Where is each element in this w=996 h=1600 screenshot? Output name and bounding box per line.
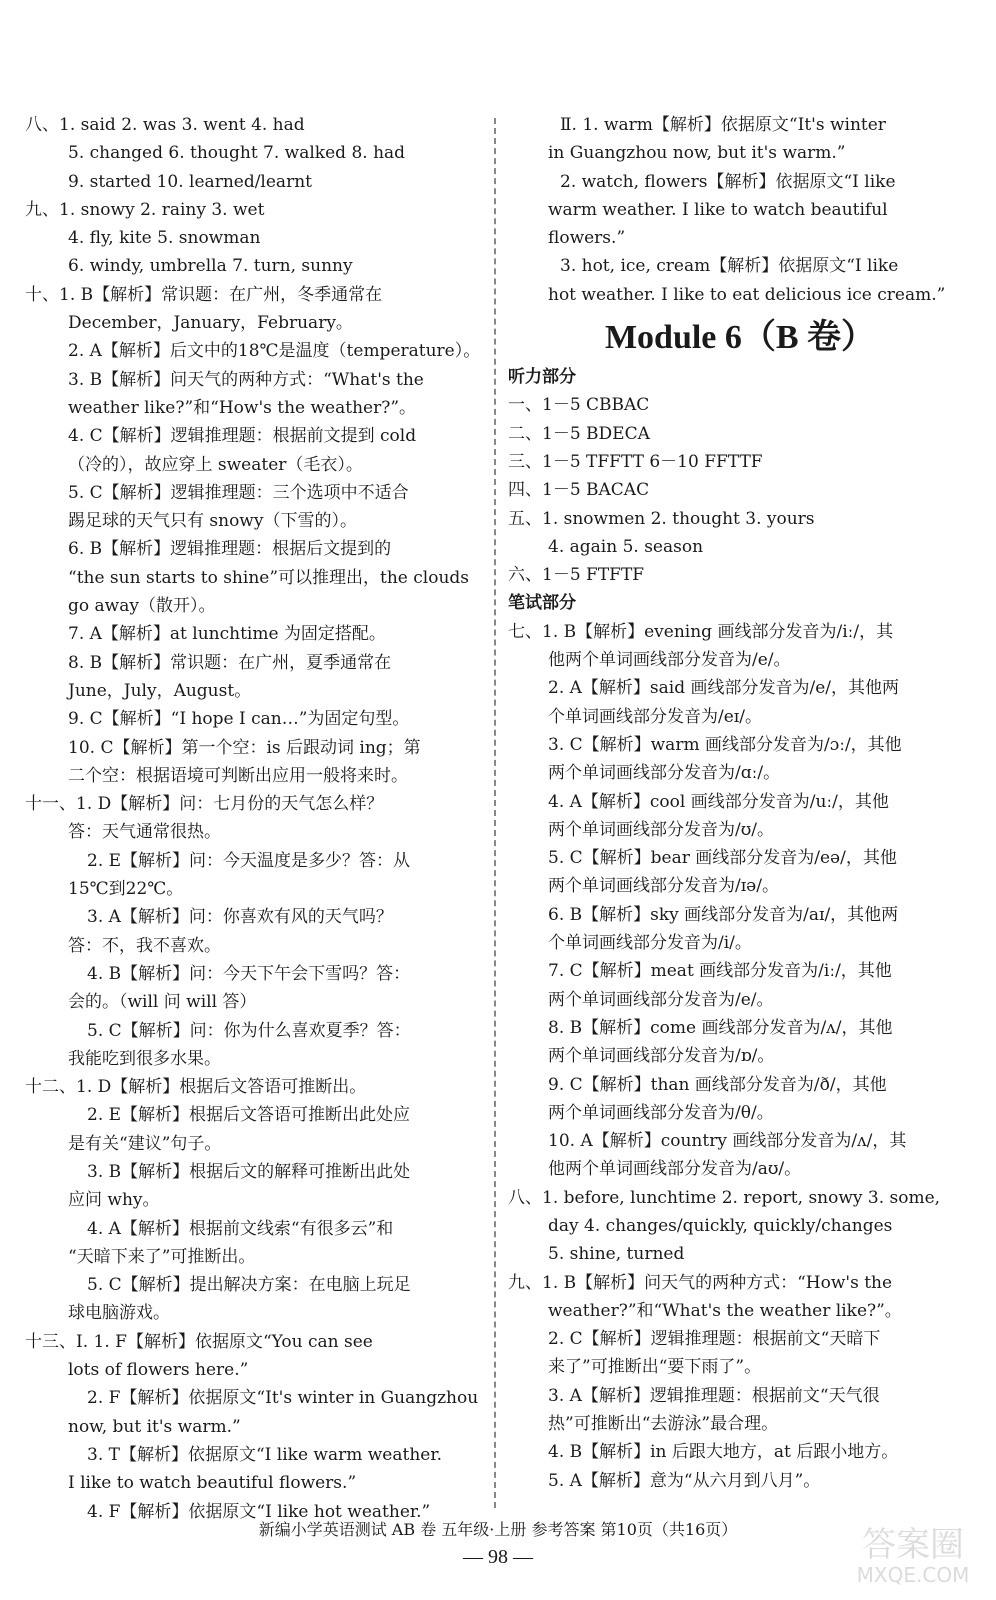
- right-top-answers: [508, 111, 972, 309]
- answer-line: 4. C【解析】逻辑推理题：根据前文提到 cold: [68, 426, 417, 447]
- answer-line: 4. B【解析】in 后跟大地方，at 后跟小地方。: [548, 1442, 899, 1463]
- right-column: [508, 111, 972, 1495]
- answer-line: 十、1. B【解析】常识题：在广州，冬季通常在: [25, 284, 383, 305]
- answer-line: 答：天气通常很热。: [68, 822, 221, 843]
- answer-line: 6. windy, umbrella 7. turn, sunny: [68, 256, 353, 277]
- answer-line: weather?”和“What's the weather like?”。: [548, 1300, 902, 1321]
- answer-line: day 4. changes/quickly, quickly/changes: [548, 1215, 893, 1236]
- module-heading: Module 6（B 卷）: [604, 319, 876, 357]
- answer-line: 十一、1. D【解析】问：七月份的天气怎么样？: [25, 794, 384, 815]
- answer-line: 二、1－5 BDECA: [508, 423, 650, 444]
- answer-line: 九、1. snowy 2. rainy 3. wet: [25, 199, 265, 220]
- answer-line: 球电脑游戏。: [68, 1303, 170, 1324]
- answer-line: 九、1. B【解析】问天气的两种方式：“How's the: [508, 1272, 893, 1293]
- answer-line: 10. A【解析】country 画线部分发音为/ʌ/，其: [548, 1131, 907, 1152]
- answer-line: 2. A【解析】said 画线部分发音为/e/，其他两: [548, 678, 899, 699]
- answer-line: 9. C【解析】“I hope I can…”为固定句型。: [68, 709, 410, 730]
- answer-line: 5. A【解析】意为“从六月到八月”。: [548, 1470, 821, 1491]
- answer-line: 应问 why。: [68, 1190, 160, 1211]
- answer-line: 3. B【解析】问天气的两种方式：“What's the: [68, 369, 424, 390]
- answer-line: 4. B【解析】问：今天下午会下雪吗？答：: [87, 963, 411, 984]
- answer-line: “the sun starts to shine”可以推理出，the clouds: [68, 567, 470, 588]
- answer-line: 9. C【解析】than 画线部分发音为/ð/，其他: [548, 1074, 887, 1095]
- answer-line: 6. B【解析】sky 画线部分发音为/aɪ/，其他两: [548, 904, 899, 925]
- page-footer: 新编小学英语测试 AB 卷 五年级·上册 参考答案 第10页（共16页）: [258, 1520, 738, 1539]
- answer-line: 5. shine, turned: [548, 1244, 685, 1265]
- answer-line: 2. E【解析】根据后文答语可推断出此处应: [87, 1105, 411, 1126]
- answer-line: 4. A【解析】cool 画线部分发音为/uː/，其他: [548, 791, 889, 812]
- answer-line: 两个单词画线部分发音为/ɒ/。: [548, 1046, 775, 1067]
- answer-line: 十三、Ⅰ. 1. F【解析】依据原文“You can see: [25, 1331, 373, 1352]
- answer-line: 两个单词画线部分发音为/ʊ/。: [548, 819, 774, 840]
- page-number: — 98 —: [463, 1546, 533, 1568]
- answer-line: 9. started 10. learned/learnt: [68, 171, 312, 192]
- answer-line: 一、1－5 CBBAC: [508, 395, 650, 416]
- answer-line: December，January，February。: [68, 313, 353, 334]
- answer-line: 是有关“建议”句子。: [68, 1133, 222, 1154]
- answer-line: 三、1－5 TFFTT 6－10 FFTTF: [508, 451, 763, 472]
- answer-line: 7. C【解析】meat 画线部分发音为/iː/，其他: [548, 961, 892, 982]
- answer-line: 2. F【解析】依据原文“It's winter in Guangzhou: [87, 1388, 479, 1409]
- answer-line: 他两个单词画线部分发音为/aʊ/。: [548, 1159, 802, 1180]
- answer-line: 个单词画线部分发音为/eɪ/。: [548, 706, 762, 727]
- answer-line: 七、1. B【解析】evening 画线部分发音为/iː/，其: [508, 621, 894, 642]
- answer-line: 5. changed 6. thought 7. walked 8. had: [68, 143, 406, 164]
- column-divider: [494, 118, 496, 1508]
- watermark-domain: MXQE.COM: [856, 1563, 970, 1587]
- answer-line: 4. again 5. season: [548, 536, 704, 557]
- answer-line: 二个空：根据语境可判断出应用一般将来时。: [68, 765, 408, 786]
- answer-line: in Guangzhou now, but it's warm.”: [548, 143, 846, 164]
- answer-line: 5. C【解析】逻辑推理题：三个选项中不适合: [68, 482, 409, 503]
- answer-line: 10. C【解析】第一个空：is 后跟动词 ing；第: [68, 737, 421, 758]
- answer-line: 3. T【解析】依据原文“I like warm weather.: [87, 1444, 442, 1465]
- answer-line: warm weather. I like to watch beautiful: [548, 199, 888, 220]
- answer-line: 八、1. before, lunchtime 2. report, snowy 3. some,: [508, 1187, 941, 1208]
- answer-line: 3. hot, ice, cream【解析】依据原文“I like: [560, 256, 899, 277]
- answer-line: 个单词画线部分发音为/i/。: [548, 933, 752, 954]
- answer-line: go away（散开）。: [68, 596, 216, 617]
- answer-line: 两个单词画线部分发音为/ɪə/。: [548, 876, 779, 897]
- answer-line: 3. B【解析】根据后文的解释可推断出此处: [87, 1161, 411, 1182]
- answer-line: 他两个单词画线部分发音为/e/。: [548, 650, 791, 671]
- answer-line: 2. E【解析】问：今天温度是多少？答：从: [87, 850, 411, 871]
- answer-line: 3. C【解析】warm 画线部分发音为/ɔː/，其他: [548, 734, 902, 755]
- watermark-logo: [848, 1516, 978, 1590]
- answer-line: 5. C【解析】问：你为什么喜欢夏季？答：: [87, 1020, 411, 1041]
- answer-line: I like to watch beautiful flowers.”: [68, 1473, 357, 1494]
- answer-line: 六、1－5 FTFTF: [508, 565, 645, 586]
- answer-line: 会的。（will 问 will 答）: [68, 992, 257, 1013]
- left-column: [25, 111, 480, 1526]
- answer-line: 两个单词画线部分发音为/e/。: [548, 989, 774, 1010]
- answer-line: 2. C【解析】逻辑推理题：根据前文“天暗下: [548, 1329, 881, 1350]
- answer-line: flowers.”: [548, 228, 626, 249]
- answer-line: lots of flowers here.”: [68, 1360, 249, 1381]
- written-section-title: 笔试部分: [508, 593, 576, 614]
- answer-line: 8. B【解析】常识题：在广州，夏季通常在: [68, 652, 392, 673]
- answer-line: 2. A【解析】后文中的18℃是温度（temperature）。: [68, 341, 480, 362]
- listening-answers: [508, 391, 972, 589]
- answer-line: June，July，August。: [68, 680, 252, 701]
- answer-line: Ⅱ. 1. warm【解析】依据原文“It's winter: [560, 115, 886, 135]
- answer-line: 2. watch, flowers【解析】依据原文“I like: [560, 171, 896, 192]
- answer-line: now, but it's warm.”: [68, 1416, 241, 1437]
- answer-line: 八、1. said 2. was 3. went 4. had: [25, 115, 305, 135]
- answer-line: weather like?”和“How's the weather?”。: [68, 397, 417, 418]
- answer-line: 两个单词画线部分发音为/θ/。: [548, 1102, 774, 1123]
- answer-line: 4. F【解析】依据原文“I like hot weather.”: [87, 1501, 431, 1522]
- answer-line: 十二、1. D【解析】根据后文答语可推断出。: [25, 1077, 367, 1098]
- answer-line: （冷的），故应穿上 sweater（毛衣）。: [68, 454, 363, 475]
- answer-line: 15℃到22℃。: [68, 879, 184, 900]
- answer-line: 4. A【解析】根据前文线索“有很多云”和: [87, 1218, 394, 1239]
- answer-line: 5. C【解析】bear 画线部分发音为/eə/，其他: [548, 848, 897, 869]
- answer-line: 5. C【解析】提出解决方案：在电脑上玩足: [87, 1275, 411, 1296]
- answer-line: 四、1－5 BACAC: [508, 480, 650, 501]
- answer-line: 两个单词画线部分发音为/ɑː/。: [548, 763, 781, 784]
- answer-line: 五、1. snowmen 2. thought 3. yours: [508, 508, 815, 529]
- answer-line: 3. A【解析】逻辑推理题：根据前文“天气很: [548, 1385, 880, 1406]
- answer-line: 8. B【解析】come 画线部分发音为/ʌ/，其他: [548, 1017, 893, 1038]
- watermark-text: 答案圈: [862, 1525, 964, 1565]
- listening-section-title: 听力部分: [508, 367, 576, 388]
- answer-line: 热”可推断出“去游泳”最合理。: [548, 1414, 779, 1435]
- answer-line: 3. A【解析】问：你喜欢有风的天气吗？: [87, 907, 393, 928]
- answer-line: 7. A【解析】at lunchtime 为固定搭配。: [68, 624, 386, 645]
- answer-line: 我能吃到很多水果。: [68, 1048, 221, 1069]
- answer-line: 答：不，我不喜欢。: [68, 935, 221, 956]
- answer-line: 来了”可推断出“要下雨了”。: [548, 1357, 762, 1378]
- answer-line: 踢足球的天气只有 snowy（下雪的）。: [68, 511, 357, 532]
- written-answers: [508, 618, 972, 1495]
- answer-line: hot weather. I like to eat delicious ice cream.”: [548, 284, 946, 305]
- answer-line: 6. B【解析】逻辑推理题：根据后文提到的: [68, 539, 392, 560]
- answer-line: 4. fly, kite 5. snowman: [68, 228, 261, 249]
- answer-line: “天暗下来了”可推断出。: [68, 1246, 256, 1267]
